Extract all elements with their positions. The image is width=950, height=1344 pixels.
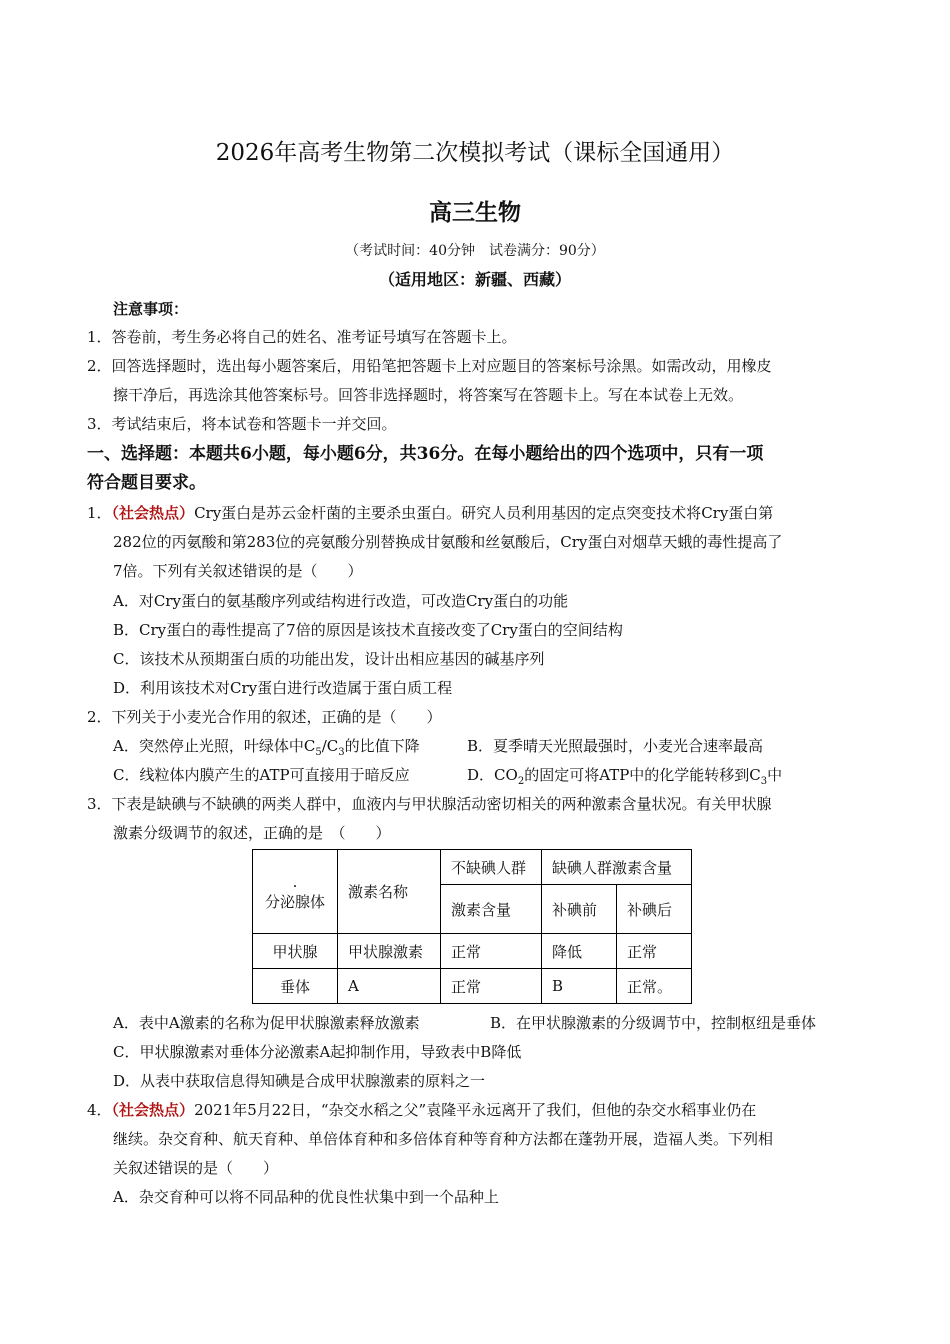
question-3-stem: 3．下表是缺碘与不缺碘的两类人群中，血液内与甲状腺活动密切相关的两种激素含量状况。有关甲状腺	[87, 795, 772, 813]
table-header-normal: 不缺碘人群	[441, 850, 542, 885]
option-d: D．从表中获取信息得知碘是合成甲状腺激素的原料之一	[113, 1072, 486, 1090]
hot-topic-tag: （社会热点）	[111, 1101, 195, 1119]
question-2-stem: 2．下列关于小麦光合作用的叙述，正确的是（ ）	[87, 708, 442, 726]
question-text: 2021年5月22日，“杂交水稻之父”袁隆平永远离开了我们，但他的杂交水稻事业仍在	[194, 1101, 757, 1119]
exam-info: （考试时间：40分钟 试卷满分：90分）	[345, 243, 605, 259]
question-3-stem-cont: 激素分级调节的叙述，正确的是 （ ）	[113, 824, 391, 842]
question-4-stem	[87, 1100, 756, 1120]
notice-item: 擦干净后，再选涂其他答案标号。回答非选择题时，将答案写在答题卡上。写在本试卷上无效。	[113, 386, 744, 404]
option-a: A．突然停止光照，叶绿体中$C_5/C_3$的比值下降	[113, 737, 420, 758]
section-heading: 一、选择题：本题共6小题，每小题6分，共36分。在每小题给出的四个选项中，只有一项	[87, 444, 764, 464]
option-b: B．在甲状腺激素的分级调节中，控制枢纽是垂体	[490, 1014, 817, 1032]
question-1-stem-cont: 282位的丙氨酸和第283位的亮氨酸分别替换成甘氨酸和丝氨酸后，Cry蛋白对烟草天蛾的毒性提高了	[113, 533, 783, 551]
option-c: C．该技术从预期蛋白质的功能出发，设计出相应基因的碱基序列	[113, 650, 545, 668]
option-c: C．线粒体内膜产生的ATP可直接用于暗反应	[113, 766, 410, 784]
notice-heading: 注意事项：	[113, 300, 189, 318]
page-subtitle: 高三生物	[429, 199, 521, 226]
table-header-name: 激素名称	[338, 850, 441, 934]
question-4-stem-cont: 关叙述错误的是（ ）	[113, 1159, 279, 1177]
hormone-table	[252, 849, 692, 1004]
question-number: 1．	[87, 504, 112, 522]
option-a: A．对Cry蛋白的氨基酸序列或结构进行改造，可改造Cry蛋白的功能	[113, 592, 569, 610]
table-header-after: 补碘后	[617, 885, 692, 934]
option-a: A．杂交育种可以将不同品种的优良性状集中到一个品种上	[113, 1188, 499, 1206]
table-header-content: 激素含量	[441, 885, 542, 934]
option-d: D．$CO_2$的固定可将ATP中的化学能转移到$C_3$中	[467, 766, 783, 787]
exam-region: （适用地区：新疆、西藏）	[378, 270, 571, 289]
option-b: B．Cry蛋白的毒性提高了7倍的原因是该技术直接改变了Cry蛋白的空间结构	[113, 621, 623, 639]
option-b: B．夏季晴天光照最强时，小麦光合速率最高	[467, 737, 764, 755]
table-header-gland: . 分泌腺体	[253, 850, 338, 934]
option-c: C．甲状腺激素对垂体分泌激素A起抑制作用，导致表中B降低	[113, 1043, 522, 1061]
hot-topic-tag: （社会热点）	[111, 504, 195, 522]
section-heading-cont: 符合题目要求。	[87, 473, 206, 493]
question-text: Cry蛋白是苏云金杆菌的主要杀虫蛋白。研究人员利用基因的定点突变技术将Cry蛋白第	[194, 504, 774, 522]
notice-item: 2．回答选择题时，选出每小题答案后，用铅笔把答题卡上对应题目的答案标号涂黑。如需改动，用橡皮	[87, 357, 772, 375]
question-1-stem	[87, 503, 773, 523]
question-4-stem-cont: 继续。杂交育种、航天育种、单倍体育种和多倍体育种等育种方法都在蓬勃开展，造福人类。下列相	[113, 1130, 774, 1148]
table-row: 垂体 A 正常 B 正常。	[253, 969, 692, 1004]
option-a: A．表中A激素的名称为促甲状腺激素释放激素	[113, 1014, 420, 1032]
notice-item: 1．答卷前，考生务必将自己的姓名、准考证号填写在答题卡上。	[87, 328, 517, 346]
question-1-stem-cont: 7倍。下列有关叙述错误的是（ ）	[113, 562, 363, 580]
table-row: 甲状腺 甲状腺激素 正常 降低 正常	[253, 934, 692, 969]
notice-item: 3．考试结束后，将本试卷和答题卡一并交回。	[87, 415, 397, 433]
page-title: 2026年高考生物第二次模拟考试（课标全国通用）	[215, 140, 735, 166]
table-header-deficient: 缺碘人群激素含量	[542, 850, 692, 885]
table-header-before: 补碘前	[542, 885, 617, 934]
option-d: D．利用该技术对Cry蛋白进行改造属于蛋白质工程	[113, 679, 453, 697]
question-number: 4．	[87, 1101, 112, 1119]
